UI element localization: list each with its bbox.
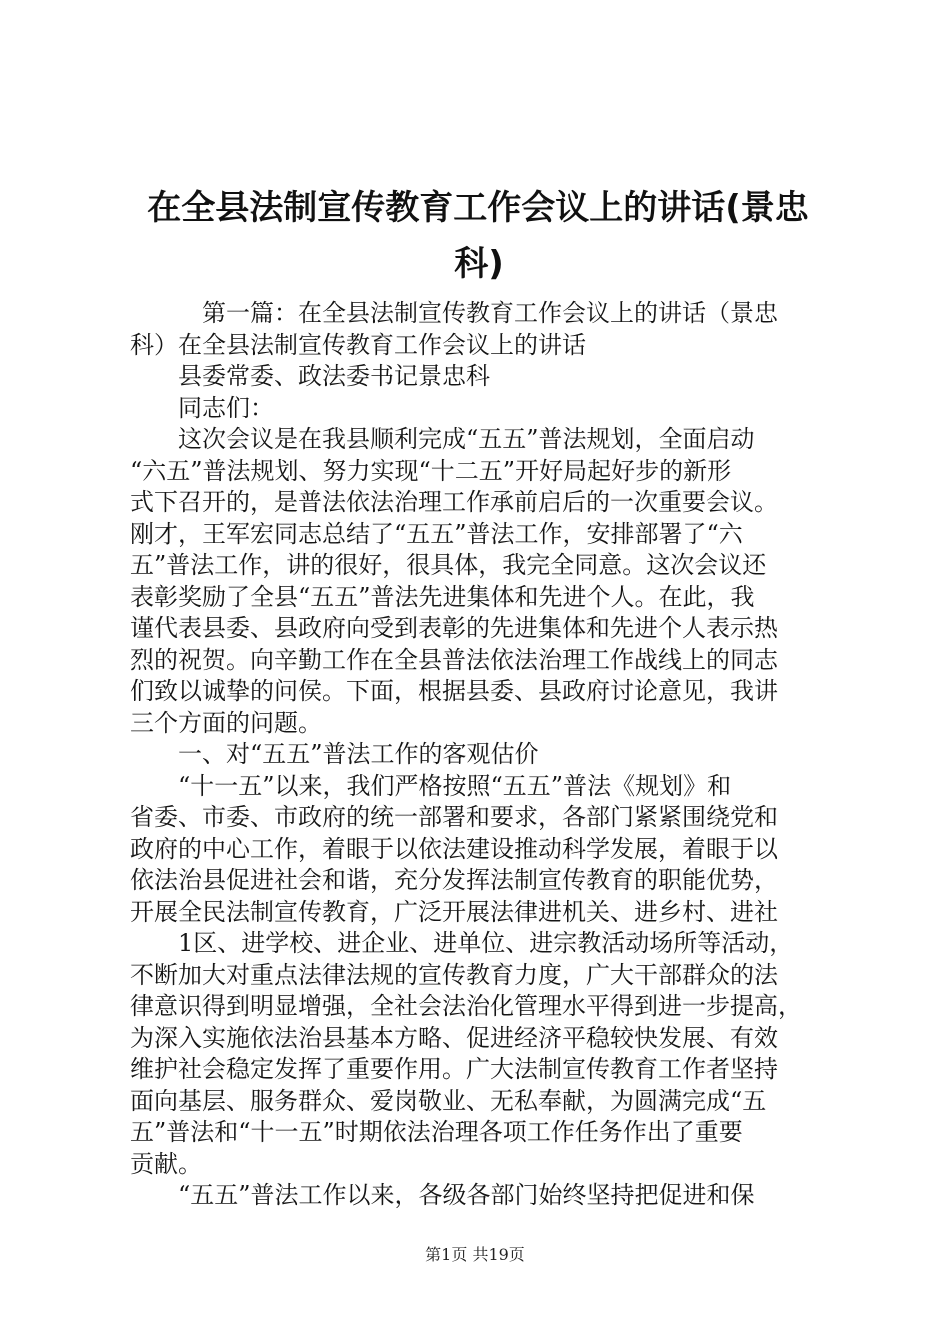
body-line: 科）在全县法制宣传教育工作会议上的讲话 [130, 330, 586, 359]
body-line: 省委、市委、市政府的统一部署和要求，各部门紧紧围绕党和 [130, 803, 778, 831]
body-line: “六五”普法规划、努力实现“十二五”开好局起好步的新形 [130, 456, 732, 485]
section-heading: 一、对“五五”普法工作的客观估价 [178, 740, 539, 768]
body-line: 表彰奖励了全县“五五”普法先进集体和先进个人。在此，我 [130, 582, 755, 611]
body-line: “五五”普法工作以来，各级各部门始终坚持把促进和保 [178, 1181, 755, 1209]
body-line: 五”普法工作，讲的很好，很具体，我完全同意。这次会议还 [130, 551, 767, 579]
body-line: 贡献。 [130, 1149, 202, 1178]
body-line: 五”普法和“十一五”时期依法治理各项工作任务作出了重要 [130, 1118, 743, 1146]
body-line: 式下召开的，是普法依法治理工作承前启后的一次重要会议。 [130, 488, 778, 516]
body-line: 面向基层、服务群众、爱岗敬业、无私奉献，为圆满完成“五 [130, 1086, 767, 1115]
body-line: 们致以诚挚的问侯。下面，根据县委、县政府讨论意见，我讲 [130, 677, 778, 705]
body-line: 这次会议是在我县顺利完成“五五”普法规划，全面启动 [178, 425, 755, 453]
body-line: 烈的祝贺。向辛勤工作在全县普法依法治理工作战线上的同志 [130, 645, 778, 674]
body-line: 刚才，王军宏同志总结了“五五”普法工作，安排部署了“六 [130, 519, 743, 548]
body-line: 开展全民法制宣传教育，广泛开展法律进机关、进乡村、进社 [130, 897, 778, 926]
body-line: 为深入实施依法治县基本方略、促进经济平稳较快发展、有效 [130, 1023, 778, 1052]
body-line: 律意识得到明显增强，全社会法治化管理水平得到进一步提高， [130, 992, 802, 1020]
title-line-2: 科) [454, 244, 504, 284]
title-line-1: 在全县法制宣传教育工作会议上的讲话(景忠 [147, 188, 809, 228]
body-line: 不断加大对重点法律法规的宣传教育力度，广大干部群众的法 [130, 960, 778, 989]
body-line: 第一篇：在全县法制宣传教育工作会议上的讲话（景忠 [178, 299, 778, 327]
body-line: 依法治县促进社会和谐，充分发挥法制宣传教育的职能优势， [130, 866, 778, 894]
body-line: 维护社会稳定发挥了重要作用。广大法制宣传教育工作者坚持 [130, 1055, 778, 1083]
body-line: 政府的中心工作，着眼于以依法建设推动科学发展，着眼于以 [130, 834, 778, 863]
document-body [130, 298, 830, 1212]
body-line: 1区、进学校、进企业、进单位、进宗教活动场所等活动， [178, 929, 794, 957]
body-line: 谨代表县委、县政府向受到表彰的先进集体和先进个人表示热 [130, 614, 778, 642]
body-line: 三个方面的问题。 [130, 708, 322, 737]
body-line: 同志们： [178, 393, 274, 422]
body-line: “十一五”以来，我们严格按照“五五”普法《规划》和 [178, 771, 732, 800]
document-title [128, 180, 828, 292]
page-footer: 第1页 共19页 [425, 1245, 525, 1264]
body-line: 县委常委、政法委书记景忠科 [178, 362, 490, 390]
